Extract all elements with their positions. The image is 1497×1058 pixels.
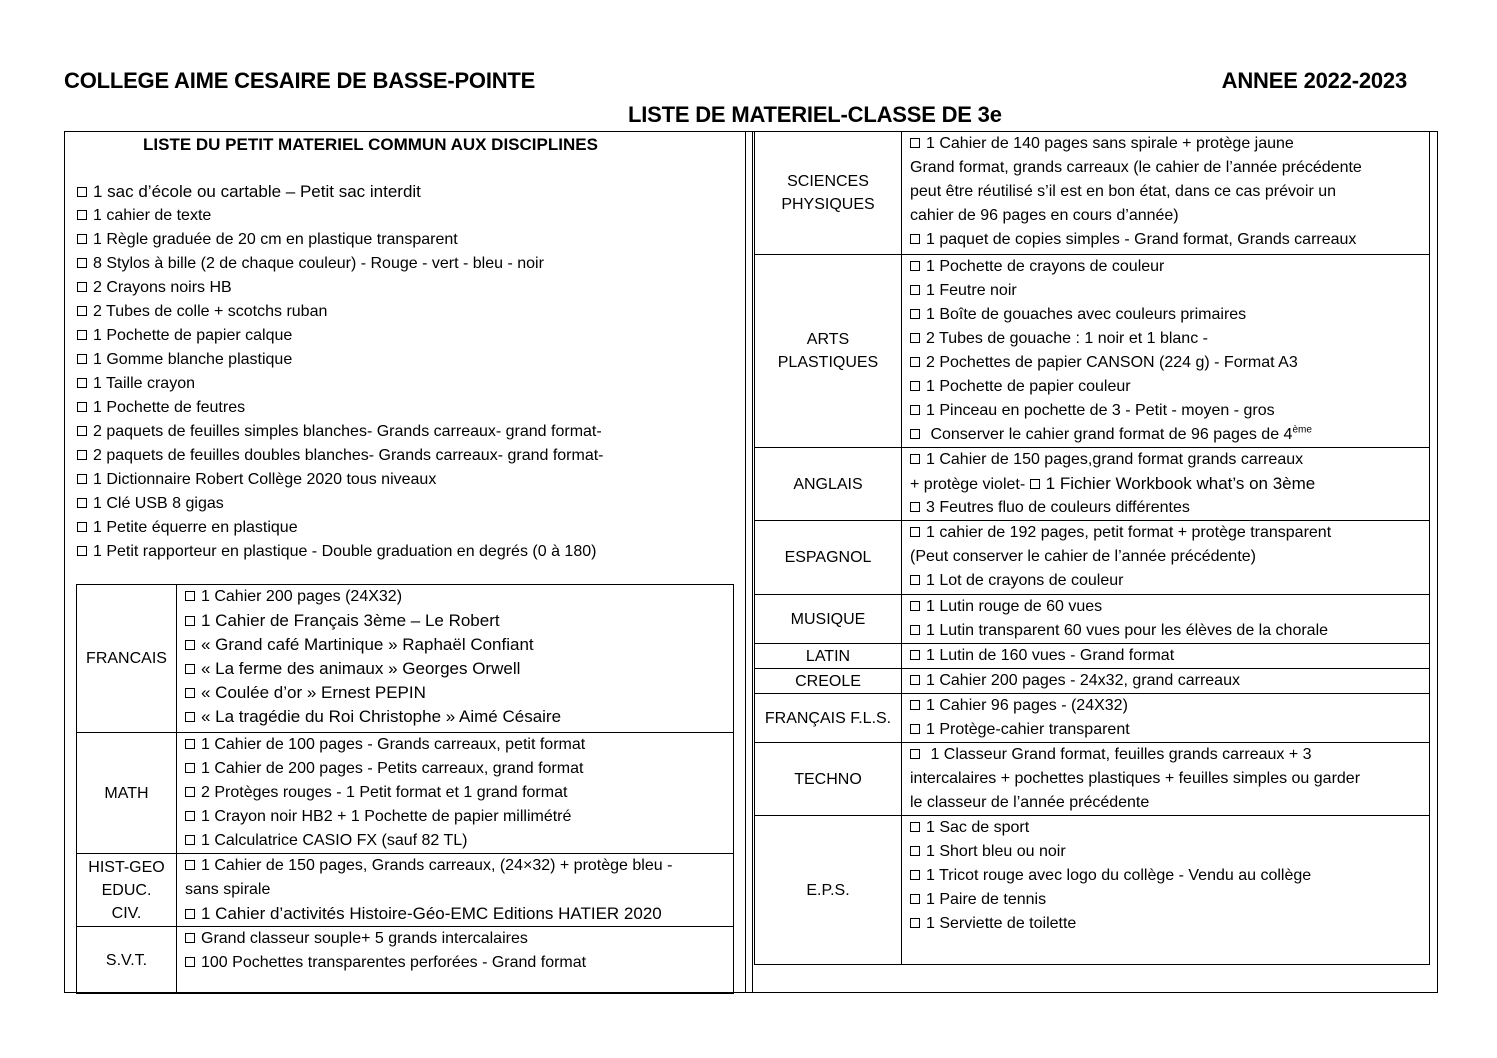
checkbox-icon[interactable] [910, 309, 920, 319]
list-item-continuation: le classeur de l’année précédente [910, 794, 1150, 811]
checkbox-icon[interactable] [185, 909, 195, 919]
list-item-continuation: Grand format, grands carreaux (le cahier de l’année précédente [910, 159, 1362, 176]
list-item: 1 cahier de 192 pages, petit format + protège transparent [910, 521, 1429, 545]
list-item: 1 Petite équerre en plastique [77, 516, 604, 540]
subject-items [902, 132, 1430, 255]
subject-name: CREOLE [755, 669, 902, 694]
list-item: 1 cahier de texte [77, 204, 604, 228]
checkbox-icon[interactable] [910, 357, 920, 367]
list-item: 1 Pochette de papier couleur [910, 375, 1429, 399]
list-item: 1 sac d’école ou cartable – Petit sac interdit [77, 180, 604, 204]
subject-items [177, 927, 734, 994]
list-item: 1 Cahier 96 pages - (24X32) [910, 694, 1429, 718]
subject-name-line: HIST-GEO [88, 858, 165, 876]
subject-name [755, 255, 902, 448]
list-item: 1 Gomme blanche plastique [77, 348, 604, 372]
list-item: 2 Tubes de gouache : 1 noir et 1 blanc - [910, 327, 1429, 351]
checkbox-icon[interactable] [77, 402, 87, 412]
subject-row-techno [755, 743, 1430, 816]
column-divider [745, 132, 753, 992]
checkbox-icon[interactable] [910, 822, 920, 832]
checkbox-icon[interactable] [77, 330, 87, 340]
list-item: 1 Lutin transparent 60 vues pour les élèves de la chorale [910, 619, 1429, 643]
list-item: 1 Feutre noir [910, 279, 1429, 303]
subject-items [902, 521, 1430, 595]
list-item: 1 Paire de tennis [910, 888, 1429, 912]
subject-name: FRANÇAIS F.L.S. [755, 694, 902, 743]
subject-name-line: SCIENCES [787, 173, 869, 190]
subject-row-francais-fls [755, 694, 1430, 743]
checkbox-icon[interactable] [185, 739, 195, 749]
subject-row-francais [77, 585, 734, 733]
checkbox-icon[interactable] [185, 591, 195, 601]
checkbox-icon[interactable] [185, 640, 195, 650]
list-item: 2 paquets de feuilles simples blanches- Grands carreaux- grand format- [77, 420, 604, 444]
subject-row-musique [755, 595, 1430, 644]
checkbox-icon[interactable] [910, 333, 920, 343]
common-list [77, 180, 604, 564]
list-item: 2 Protèges rouges - 1 Petit format et 1 grand format [185, 781, 733, 805]
subject-name: E.P.S. [755, 816, 902, 965]
list-item: 1 Clé USB 8 gigas [77, 492, 604, 516]
checkbox-icon[interactable] [910, 625, 920, 635]
subject-items [902, 644, 1430, 669]
subject-name: S.V.T. [77, 927, 177, 994]
checkbox-icon[interactable] [910, 381, 920, 391]
list-item: 1 Lutin rouge de 60 vues [910, 595, 1429, 619]
list-item: 1 Cahier de Français 3ème – Le Robert [185, 609, 733, 633]
list-item-continuation: cahier de 96 pages en cours d’année) [910, 207, 1179, 224]
subject-name: FRANCAIS [77, 585, 177, 733]
subject-name: LATIN [755, 644, 902, 669]
checkbox-icon[interactable] [910, 261, 920, 271]
checkbox-icon[interactable] [910, 894, 920, 904]
list-item: 2 Pochettes de papier CANSON (224 g) - Format A3 [910, 351, 1429, 375]
subject-row-espagnol [755, 521, 1430, 595]
subject-row-eps [755, 816, 1430, 965]
checkbox-icon[interactable] [910, 429, 920, 439]
checkbox-icon[interactable] [185, 933, 195, 943]
checkbox-icon[interactable] [185, 787, 195, 797]
checkbox-icon[interactable] [77, 450, 87, 460]
checkbox-icon[interactable] [910, 724, 920, 734]
list-item: 1 Cahier de 140 pages sans spirale + protège jaune [910, 132, 1429, 156]
checkbox-icon[interactable] [910, 650, 920, 660]
subject-items [177, 585, 734, 733]
checkbox-icon[interactable] [77, 354, 87, 364]
list-item: 1 paquet de copies simples - Grand format, Grands carreaux [910, 228, 1429, 252]
checkbox-icon[interactable] [910, 285, 920, 295]
checkbox-icon[interactable] [910, 846, 920, 856]
checkbox-icon[interactable] [77, 258, 87, 268]
checkbox-icon[interactable] [77, 378, 87, 388]
list-item: Grand classeur souple+ 5 grands intercalaires [185, 927, 733, 951]
list-item-continuation: + protège violet- 1 Fichier Workbook what’s on 3ème [910, 474, 1316, 493]
subject-name: ESPAGNOL [755, 521, 902, 595]
list-item: 1 Sac de sport [910, 816, 1429, 840]
subject-row-latin [755, 644, 1430, 669]
list-item-continuation: peut être réutilisé s’il est en bon état, dans ce cas prévoir un [910, 183, 1337, 200]
list-item: 1 Tricot rouge avec logo du collège - Vendu au collège [910, 864, 1429, 888]
subject-name-line: PHYSIQUES [781, 196, 875, 213]
list-item: 1 Petit rapporteur en plastique - Double graduation en degrés (0 à 180) [77, 540, 604, 564]
school-year: ANNEE 2022-2023 [1221, 68, 1407, 93]
subject-row-sciences-physiques [755, 132, 1430, 255]
list-item: 1 Cahier 200 pages - 24x32, grand carreaux [910, 669, 1429, 693]
list-item: 1 Calculatrice CASIO FX (sauf 82 TL) [185, 829, 733, 853]
subject-row-math [77, 733, 734, 854]
list-item: 1 Serviette de toilette [910, 912, 1429, 936]
subject-name-line: PLASTIQUES [777, 354, 879, 371]
subject-items [902, 255, 1430, 448]
checkbox-icon[interactable] [910, 405, 920, 415]
list-item: 8 Stylos à bille (2 de chaque couleur) - Rouge - vert - bleu - noir [77, 252, 604, 276]
list-item: 1 Classeur Grand format, feuilles grands carreaux + 3 [910, 743, 1429, 767]
superscript: ème [1292, 424, 1312, 436]
list-item: 1 Cahier de 100 pages - Grands carreaux, petit format [185, 733, 733, 757]
checkbox-icon[interactable] [77, 306, 87, 316]
list-item: 1 Pinceau en pochette de 3 - Petit - moyen - gros [910, 399, 1429, 423]
checkbox-icon[interactable] [185, 664, 195, 674]
checkbox-icon[interactable] [77, 210, 87, 220]
list-item: 1 Cahier 200 pages (24X32) [185, 585, 733, 609]
list-item: 1 Boîte de gouaches avec couleurs primaires [910, 303, 1429, 327]
subject-name-line: EDUC. [101, 881, 152, 899]
list-item: Conserver le cahier grand format de 96 pages de 4ème [910, 423, 1429, 447]
checkbox-icon[interactable] [77, 426, 87, 436]
list-item-continuation: intercalaires + pochettes plastiques + feuilles simples ou garder [910, 770, 1361, 787]
subject-name: MATH [77, 733, 177, 854]
right-subject-table [754, 131, 1430, 965]
subject-row-creole [755, 669, 1430, 694]
list-item-continuation: (Peut conserver le cahier de l’année précédente) [910, 548, 1256, 565]
checkbox-icon[interactable] [910, 675, 920, 685]
list-item: « Grand café Martinique » Raphaël Confiant [185, 633, 733, 657]
checkbox-icon[interactable] [910, 918, 920, 928]
subject-row-hist-geo [77, 854, 734, 927]
school-name: COLLEGE AIME CESAIRE DE BASSE-POINTE [64, 68, 536, 93]
list-item-continuation: sans spirale [185, 881, 271, 898]
list-item: 1 Pochette de feutres [77, 396, 604, 420]
subject-items [902, 743, 1430, 816]
checkbox-icon[interactable] [910, 502, 920, 512]
checkbox-icon[interactable] [910, 870, 920, 880]
checkbox-icon[interactable] [910, 234, 920, 244]
checkbox-icon[interactable] [77, 282, 87, 292]
checkbox-icon[interactable] [77, 546, 87, 556]
checkbox-icon[interactable] [77, 187, 87, 197]
subject-items [902, 448, 1430, 521]
subject-items [902, 816, 1430, 965]
list-item: 1 Cahier de 150 pages,grand format grands carreaux [910, 448, 1429, 472]
subject-items [177, 854, 734, 927]
list-item: 2 Tubes de colle + scotchs ruban [77, 300, 604, 324]
checkbox-icon[interactable] [910, 454, 920, 464]
list-item: 1 Short bleu ou noir [910, 840, 1429, 864]
checkbox-icon[interactable] [910, 749, 920, 759]
checkbox-icon[interactable] [1030, 479, 1040, 489]
checkbox-icon[interactable] [185, 616, 195, 626]
checkbox-icon[interactable] [910, 575, 920, 585]
checkbox-icon[interactable] [77, 234, 87, 244]
subject-items [902, 669, 1430, 694]
list-item: 1 Crayon noir HB2 + 1 Pochette de papier millimétré [185, 805, 733, 829]
left-subject-table [76, 584, 734, 994]
common-list-title: LISTE DU PETIT MATERIEL COMMUN AUX DISCIPLINES [143, 135, 598, 154]
subject-name: MUSIQUE [755, 595, 902, 644]
list-item: 1 Taille crayon [77, 372, 604, 396]
subject-items [902, 694, 1430, 743]
subject-row-anglais [755, 448, 1430, 521]
list-item: « La tragédie du Roi Christophe » Aimé Césaire [185, 705, 733, 729]
subject-name [755, 132, 902, 255]
checkbox-icon[interactable] [185, 712, 195, 722]
list-item: 1 Protège-cahier transparent [910, 718, 1429, 742]
checkbox-icon[interactable] [185, 688, 195, 698]
list-item: 1 Pochette de crayons de couleur [910, 255, 1429, 279]
subject-row-svt [77, 927, 734, 994]
checkbox-icon[interactable] [77, 522, 87, 532]
checkbox-icon[interactable] [910, 527, 920, 537]
checkbox-icon[interactable] [185, 763, 195, 773]
list-item: 1 Cahier de 200 pages - Petits carreaux, grand format [185, 757, 733, 781]
checkbox-icon[interactable] [185, 835, 195, 845]
list-item: 1 Cahier d’activités Histoire-Géo-EMC Editions HATIER 2020 [185, 902, 733, 926]
checkbox-icon[interactable] [910, 700, 920, 710]
list-item: 100 Pochettes transparentes perforées - Grand format [185, 951, 733, 975]
subject-name-line: ARTS [806, 331, 850, 348]
subject-name: TECHNO [755, 743, 902, 816]
subject-name: ANGLAIS [755, 448, 902, 521]
list-item: 1 Lutin de 160 vues - Grand format [910, 644, 1429, 668]
list-item: 2 paquets de feuilles doubles blanches- Grands carreaux- grand format- [77, 444, 604, 468]
list-item: 1 Dictionnaire Robert Collège 2020 tous niveaux [77, 468, 604, 492]
list-item: 1 Lot de crayons de couleur [910, 569, 1429, 593]
list-item: 1 Cahier de 150 pages, Grands carreaux, (24×32) + protège bleu - [185, 854, 733, 878]
checkbox-icon[interactable] [77, 474, 87, 484]
subject-name-line: CIV. [111, 904, 142, 922]
checkbox-icon[interactable] [185, 811, 195, 821]
list-item: 3 Feutres fluo de couleurs différentes [910, 496, 1429, 520]
subject-items [177, 733, 734, 854]
checkbox-icon[interactable] [910, 601, 920, 611]
list-item: « La ferme des animaux » Georges Orwell [185, 657, 733, 681]
list-title: LISTE DE MATERIEL-CLASSE DE 3e [628, 102, 1002, 127]
list-item: 1 Règle graduée de 20 cm en plastique transparent [77, 228, 604, 252]
subject-items [902, 595, 1430, 644]
subject-row-arts-plastiques [755, 255, 1430, 448]
list-item: 1 Pochette de papier calque [77, 324, 604, 348]
checkbox-icon[interactable] [185, 957, 195, 967]
checkbox-icon[interactable] [910, 138, 920, 148]
subject-name [77, 854, 177, 927]
list-item: 2 Crayons noirs HB [77, 276, 604, 300]
checkbox-icon[interactable] [185, 860, 195, 870]
list-item: « Coulée d’or » Ernest PEPIN [185, 681, 733, 705]
checkbox-icon[interactable] [77, 498, 87, 508]
